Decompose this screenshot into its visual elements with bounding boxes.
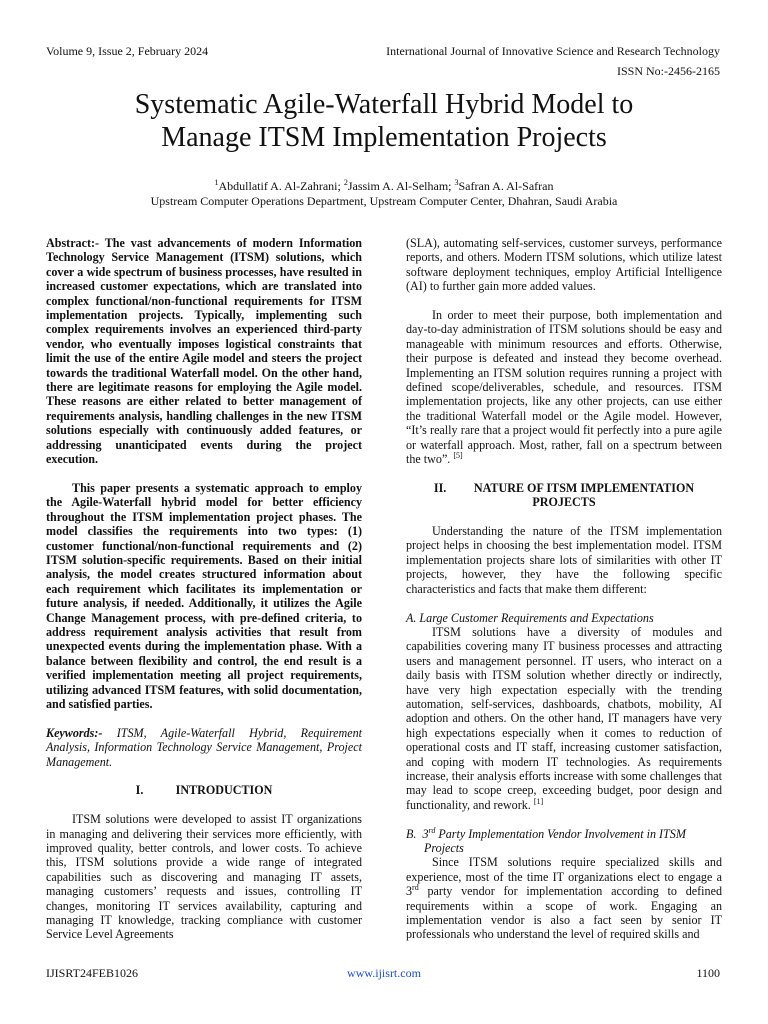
subsection-b-text-sup: rd xyxy=(412,883,419,893)
right-column xyxy=(406,236,726,942)
left-column xyxy=(46,236,366,942)
keywords-label: Keywords:- xyxy=(46,725,103,740)
section-1-title: INTRODUCTION xyxy=(175,783,273,798)
title-line-2: Manage ITSM Implementation Projects xyxy=(161,122,607,153)
author-2-sup: 2 xyxy=(343,178,348,187)
section-2-title-1: NATURE OF ITSM IMPLEMENTATION xyxy=(473,480,695,495)
abstract-paragraph-2: This paper presents a systematic approach to employ the Agile-Waterfall hybrid model for better efficiency throughout the ITSM implementation project phases. The model classifies the requirements into two types: (1) customer functional/non-functional requirements and (2) ITSM solution-specific requirements. Based on their initial analysis, the model creates structured information about each requirement which facilitates its implementation or future analysis, if needed. Additionally, it utilizes the Agile Change Management process, with pre-defined criteria, to address requirement analysis activities that result from unexpected events during the implementation phase. With a balance between flexibility and control, the end result is a verified implementation meeting all project requirements, utilizing advanced ITSM features, with solid documentation, and satisfied parties. xyxy=(46,480,362,711)
subsection-b-title-line-2: Projects xyxy=(424,840,464,855)
abstract-text-1: The vast advancements of modern Information Technology Service Management (ITSM) solutions, which cover a wide spectrum of business processes, have resulted in increased customer expectations, which are translated into complex functional/non-functional requirements for ITSM implementation projects. Typically, implementing such complex requirements involves an experienced third-party vendor, who eventually imposes logistical constraints that limit the use of the entire Agile model and steers the project towards the traditional Waterfall model. On the other hand, there are legitimate reasons for employing the Agile model. These reasons are either related to better management of requirements analysis, handling challenges in the new ITSM solutions especially with continuously added features, or addressing unanticipated events during the project execution. xyxy=(46,236,366,467)
section-2-paragraph-1: Understanding the nature of the ITSM implementation project helps in choosing the best implementation model. ITSM implementation projects share lots of similarities with other IT projects, however, they have the following specific characteristics and facts that make them different: xyxy=(406,524,722,596)
subsection-a-paragraph xyxy=(406,625,722,812)
author-3-sup: 3 xyxy=(454,178,459,187)
section-2-title-2: PROJECTS xyxy=(532,495,596,510)
author-2: Jassim A. Al-Selham; xyxy=(347,179,455,193)
section-2-number: II. xyxy=(433,480,447,495)
section-2-heading xyxy=(406,481,722,510)
keywords xyxy=(46,725,366,769)
abstract-label: Abstract:- xyxy=(46,236,100,250)
subsection-b-text-2: party vendor for implementation according to defined requirements within a scope of work. Engaging an implementation vendor is also a fact seen by senior IT professionals who understand the level of required skills and xyxy=(406,884,726,942)
footer-article-id: IJISRT24FEB1026 xyxy=(46,966,138,980)
section-1-number: I. xyxy=(135,783,144,798)
subsection-b-prefix: B. 3 xyxy=(406,826,429,841)
header-issn: ISSN No:-2456-2165 xyxy=(616,64,720,78)
keywords-text: ITSM, Agile-Waterfall Hybrid, Requirement Analysis, Information Technology Service Management, Project Management. xyxy=(46,725,366,769)
section-1-heading xyxy=(46,783,362,797)
affiliation: Upstream Computer Operations Department, Upstream Computer Center, Dhahran, Saudi Arabia xyxy=(150,194,618,208)
footer-page-number: 1100 xyxy=(696,966,720,980)
intro-paragraph-1: ITSM solutions were developed to assist IT organizations in managing and delivering their services more efficiently, with improved quality, better controls, and lower costs. To achieve this, ITSM solutions provide a wide range of integrated capabilities such as discovering and managing IT assets, managing customers’ requests and issues, controlling IT changes, monitoring IT services availability, capturing and managing IT knowledge, tracking compliance with customer Service Level Agreements xyxy=(46,812,362,942)
author-1: Abdullatif A. Al-Zahrani; xyxy=(218,179,344,193)
authors xyxy=(40,179,728,194)
paper-title xyxy=(40,88,728,154)
header-volume: Volume 9, Issue 2, February 2024 xyxy=(46,44,209,58)
subsection-a-title: A. Large Customer Requirements and Expectations xyxy=(406,610,654,625)
subsection-b-sup: rd xyxy=(428,825,436,835)
intro-paragraph-1-cont: (SLA), automating self-services, customer surveys, performance reports, and others. Modern ITSM solutions, which utilize latest software deployment techniques, employ Artificial Intelligence (AI) to further gain more added values. xyxy=(406,236,722,294)
abstract-paragraph-1 xyxy=(46,236,366,467)
subsection-a-text: ITSM solutions have a diversity of modules and capabilities covering many IT business processes and attracting users and management personnel. IT users, who interact on a daily basis with ITSM solution whether directly or indirectly, have very high expectation especially with the trending automation, self-services, dashboards, chatbots, mobility, AI adoption and others. On the other hand, IT managers have very high expectations especially when it comes to reduction of operational costs and IT staff, increasing customer satisfaction, and coping with modern IT technologies. As requirements increase, their analysis efforts increase with some challenges that may lead to scope creep, exceeding budget, poor design and functionality, and rework. xyxy=(406,624,722,812)
citation-5: [5] xyxy=(453,451,463,461)
citation-1: [1] xyxy=(533,796,544,806)
subsection-b-text-1: Since ITSM solutions require specialized skills and experience, most of the time IT organizations elect to engage a 3 xyxy=(406,855,722,899)
footer-website-link[interactable]: www.ijisrt.com xyxy=(347,966,421,980)
title-line-1: Systematic Agile-Waterfall Hybrid Model to xyxy=(134,89,634,120)
intro-paragraph-2-text: In order to meet their purpose, both implementation and day-to-day administration of ITSM solutions should be easy and manageable with minimum resources and efforts. Otherwise, their purpose is defeated and instead they become overhead. Implementing an ITSM solution requires running a project with defined scope/deliverables, schedule, and resources. ITSM implementation projects, like any other projects, can use either the traditional Waterfall model or the Agile model. However, “It’s really rare that a project would fit perfectly into a pure agile or waterfall approach. Most, rather, fall on a spectrum between the two”. xyxy=(406,308,722,467)
author-1-sup: 1 xyxy=(214,178,219,187)
subsection-b-title xyxy=(406,827,722,856)
header-journal: International Journal of Innovative Science and Research Technology xyxy=(386,44,720,58)
author-3: Safran A. Al-Safran xyxy=(458,179,554,193)
subsection-b-paragraph xyxy=(406,855,726,942)
intro-paragraph-2 xyxy=(406,308,722,466)
subsection-b-title-text: Party Implementation Vendor Involvement in ITSM xyxy=(435,826,686,841)
